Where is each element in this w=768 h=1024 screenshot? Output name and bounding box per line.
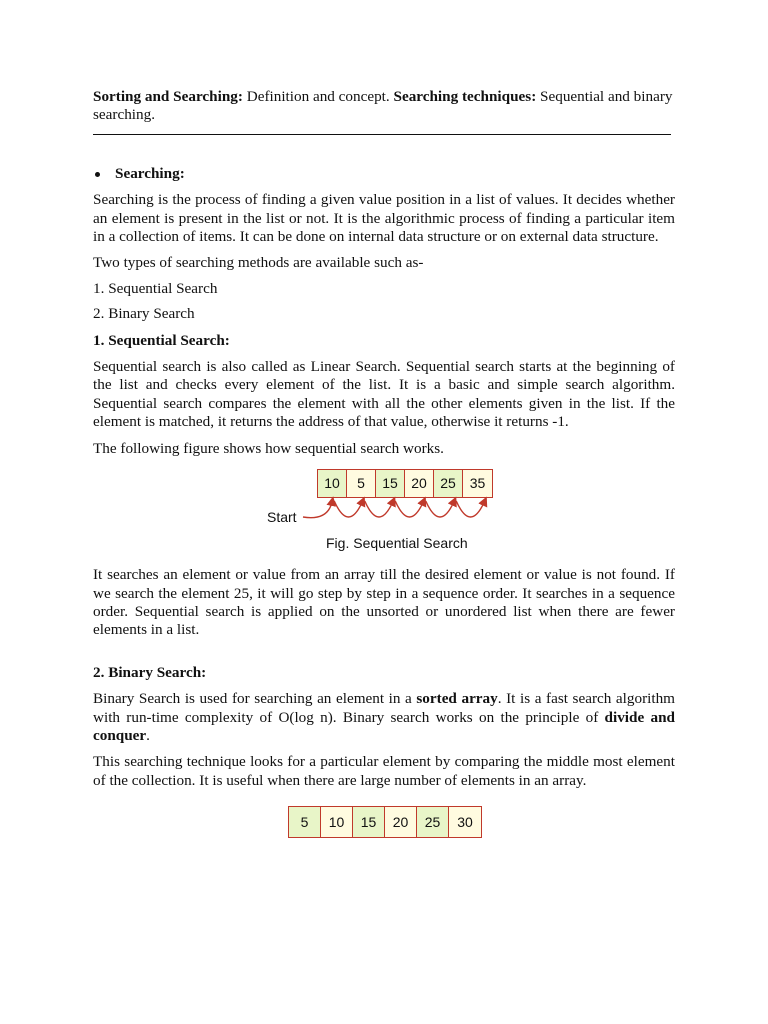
searching-heading-text: Searching: [115, 164, 185, 182]
bullet-icon [95, 172, 100, 177]
binary-text-1: Binary Search is used for searching an element in a [93, 690, 417, 708]
sequential-search-figure [93, 466, 675, 558]
sequential-figure-intro: The following figure shows how sequential search works. [93, 439, 444, 457]
horizontal-rule [93, 133, 671, 135]
binary-text-3: . [146, 726, 150, 744]
binary-array-cell: 10 [321, 807, 353, 837]
binary-paragraph [93, 690, 675, 745]
step-arrow [365, 501, 394, 517]
sequential-paragraph: Sequential search is also called as Linear Search. Sequential search starts at the beginning of the list and checks every element of the list. It is a basic and simple search algorithm. Sequential search compares the element with all the other elements given in the list. If the element is matched, it returns the address of that value, otherwise it returns -1. [93, 358, 675, 431]
binary-text-2: . It is a fast search algorithm with run-time complexity of O(log n). Binary search works on the principle of [93, 690, 675, 726]
binary-array-cell: 30 [449, 807, 481, 837]
sequential-array-cell: 20 [405, 470, 434, 497]
step-arrow [456, 501, 485, 517]
techniques-desc: Sequential and binary searching. [93, 88, 673, 124]
binary-heading: 2. Binary Search: [93, 663, 207, 681]
start-label: Start [267, 509, 297, 526]
binary-sorted-array: sorted array [416, 690, 498, 708]
binary-divide-conquer: divide and conquer [93, 708, 675, 744]
binary-search-figure [93, 804, 675, 844]
binary-technique-paragraph: This searching technique looks for a particular element by comparing the middle most element of the collection. It is useful when there are large number of elements in an array. [93, 753, 675, 789]
list-item-sequential: 1. Sequential Search [93, 279, 218, 297]
binary-array [288, 806, 482, 838]
step-arrow [395, 501, 424, 517]
binary-array-cell: 20 [385, 807, 417, 837]
techniques-title: Searching techniques: [393, 88, 537, 105]
sequential-heading: 1. Sequential Search: [93, 331, 230, 349]
searching-heading [93, 165, 675, 183]
sequential-explanation: It searches an element or value from an array till the desired element or value is not found. If we search the element 25, it will go step by step in a sequence order. It searches in a sequence order. Sequential search is applied on the unsorted or unordered list when there are fewer elements in a list. [93, 566, 675, 639]
topic-header [93, 88, 675, 125]
sequential-array-cell: 25 [434, 470, 463, 497]
searching-types-intro: Two types of searching methods are available such as- [93, 254, 424, 272]
searching-paragraph: Searching is the process of finding a given value position in a list of values. It decides whether an element is present in the list or not. It is the algorithmic process of finding a particular item in a collection of items. It can be done on internal data structure or on external data structure. [93, 191, 675, 246]
list-item-binary: 2. Binary Search [93, 305, 195, 323]
binary-array-cell: 5 [289, 807, 321, 837]
binary-array-cell: 15 [353, 807, 385, 837]
binary-array-cell: 25 [417, 807, 449, 837]
step-arrow [334, 501, 363, 517]
topic-desc: Definition and concept. [242, 88, 394, 105]
figure-caption: Fig. Sequential Search [326, 535, 468, 552]
sequential-array-cell: 35 [463, 470, 492, 497]
sequential-array-cell: 5 [347, 470, 376, 497]
start-arrow [303, 501, 332, 518]
document-page [93, 88, 675, 844]
topic-title: Sorting and Searching: [93, 88, 243, 105]
sequential-array-cell: 15 [376, 470, 405, 497]
step-arrow [426, 501, 455, 517]
sequential-array-cell: 10 [318, 470, 347, 497]
